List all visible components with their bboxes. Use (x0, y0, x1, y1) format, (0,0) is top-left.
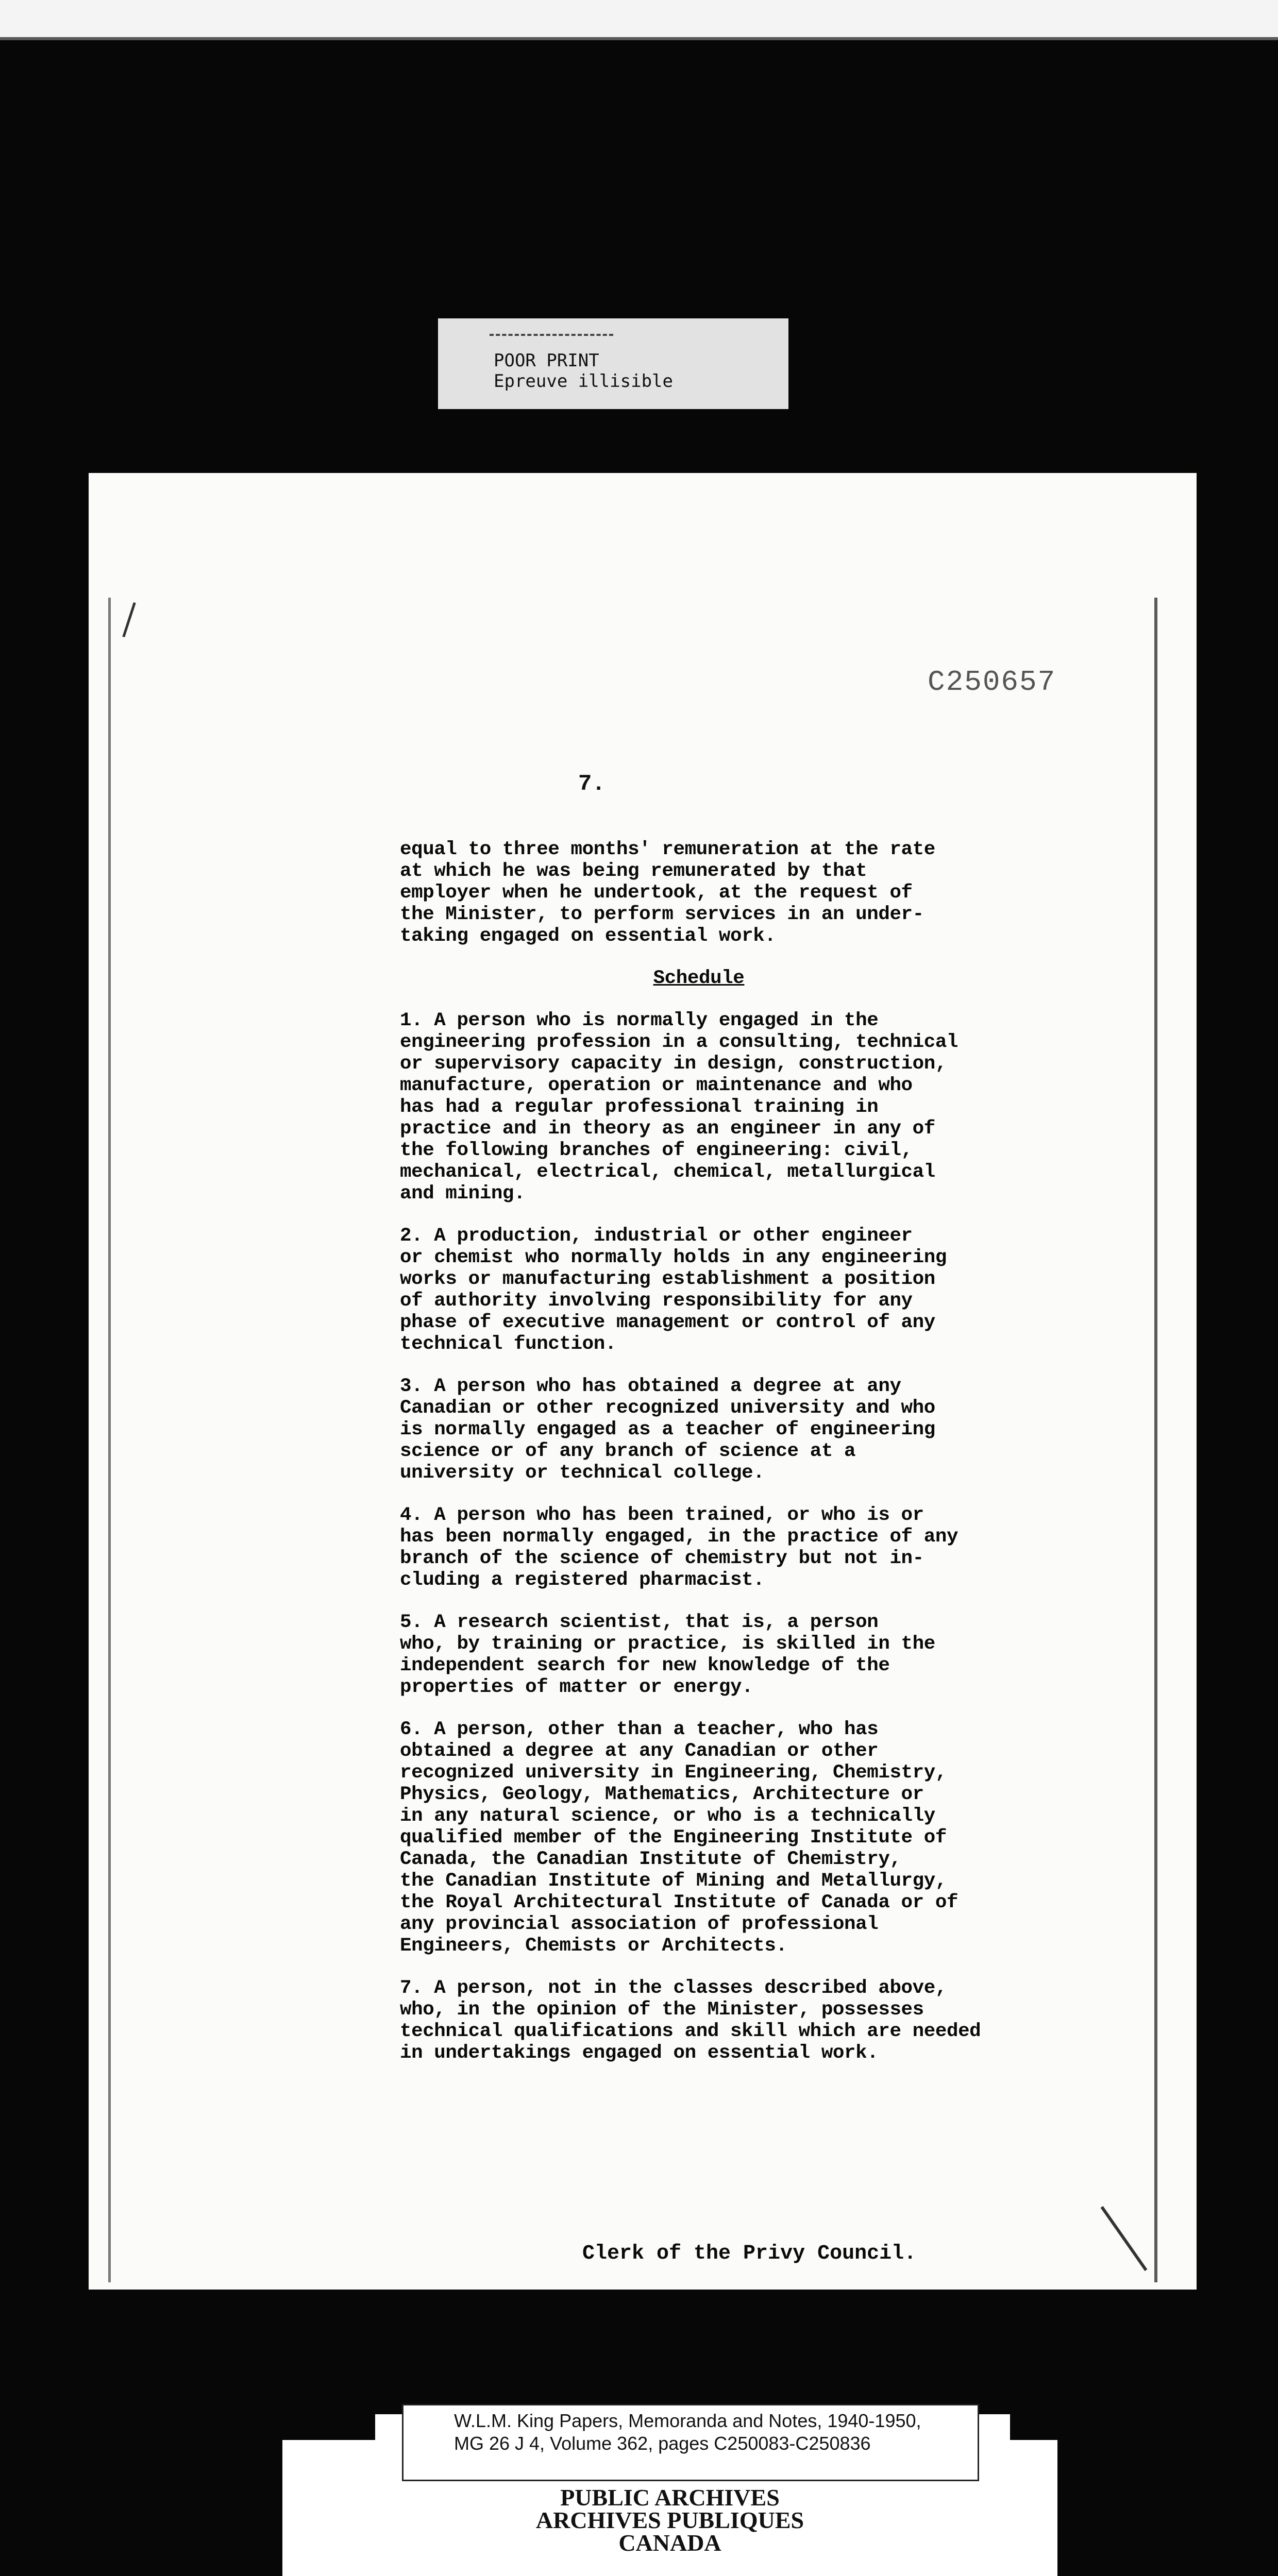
schedule-clause-3: 3. A person who has obtained a degree at any Canadian or other recognized university and who is normally engaged as a teacher of engineering science or of any branch of science at a university or technical college. (400, 1376, 935, 1484)
poor-print-line-2: Epreuve illisible (494, 371, 673, 392)
signature-line: Clerk of the Privy Council. (582, 2242, 917, 2265)
schedule-clause-2: 2. A production, industrial or other engineer or chemist who normally holds in any engineering works or manufacturing establishment a position of authority involving responsibility for any phase of executive management or control of any technical function. (400, 1225, 947, 1355)
poor-print-label (438, 318, 788, 409)
schedule-heading: Schedule (653, 968, 745, 989)
schedule-clause-5: 5. A research scientist, that is, a person who, by training or practice, is skilled in the independent search for new knowledge of the properties of matter or energy. (400, 1612, 935, 1698)
page-edge-right (1154, 598, 1157, 2282)
archive-stamp-line-3: CANADA (618, 2530, 721, 2556)
archive-caption-line-1: W.L.M. King Papers, Memoranda and Notes, 1940-1950, (454, 2410, 921, 2431)
top-border-line (0, 37, 1278, 40)
archive-caption (402, 2404, 979, 2481)
schedule-clause-7: 7. A person, not in the classes described above, who, in the opinion of the Minister, possesses technical qualifications and skill which are needed in undertakings engaged on essential work. (400, 1977, 981, 2064)
document-body (400, 839, 1049, 2064)
archive-caption-line-2: MG 26 J 4, Volume 362, pages C250083-C250836 (454, 2433, 871, 2454)
page-number: 7. (578, 771, 606, 797)
intro-paragraph: equal to three months' remuneration at the rate at which he was being remunerated by that employer when he undertook, at the request of the Minister, to perform services in an under- taking engaged on essential work. (400, 839, 935, 947)
page-edge-left (108, 598, 111, 2282)
document-number: C250657 (928, 666, 1056, 699)
archive-stamp-line-1: PUBLIC ARCHIVES (560, 2484, 780, 2511)
archive-stamp (282, 2486, 1057, 2576)
archive-label-notch (282, 2414, 375, 2440)
top-border (0, 0, 1278, 37)
poor-print-line-1: POOR PRINT (494, 350, 599, 371)
schedule-clause-6: 6. A person, other than a teacher, who has obtained a degree at any Canadian or other recognized university in Engineering, Chemistry, Physics, Geology, Mathematics, Architecture or in any natural science, or who is a technically qualified member of the Engineering Institute of Canada, the Canadian Institute of Chemistry, the Canadian Institute of Mining and Metallurgy, the Royal Architectural Institute of Canada or of any provincial association of professional Engineers, Chemists or Architects. (400, 1719, 959, 1957)
archive-stamp-line-2: ARCHIVES PUBLIQUES (535, 2507, 804, 2533)
schedule-clause-1: 1. A person who is normally engaged in the engineering profession in a consulting, technical or supervisory capacity in design, construction, manufacture, operation or maintenance and who has had a regular professional training in practice and in theory as an engineer in any of the following branches of engineering: civil, mechanical, electrical, chemical, metallurgical and mining. (400, 1010, 959, 1205)
archive-label-notch (1010, 2414, 1057, 2440)
schedule-clause-4: 4. A person who has been trained, or who is or has been normally engaged, in the practice of any branch of the science of chemistry but not in- cluding a registered pharmacist. (400, 1504, 959, 1591)
poor-print-rule (490, 334, 613, 336)
